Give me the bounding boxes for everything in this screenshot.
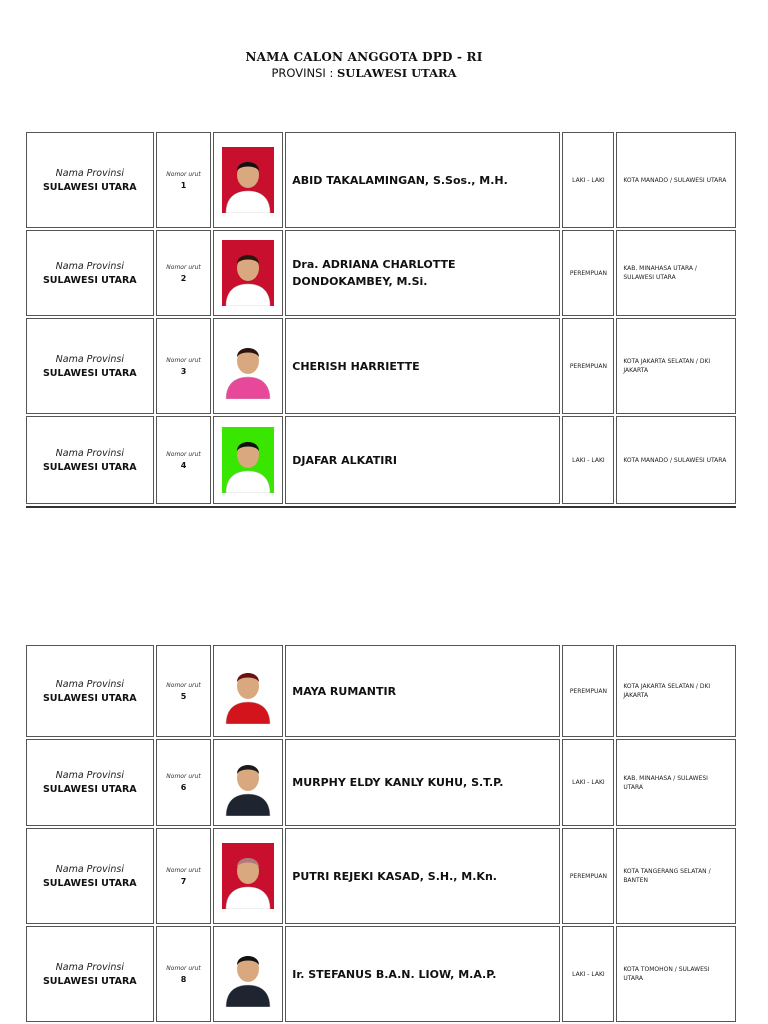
province-value: SULAWESI UTARA [42,784,137,795]
portrait-icon [222,427,274,493]
name-cell [285,416,560,504]
province-label: Nama Provinsi [55,961,124,973]
gender-cell [562,645,614,737]
table-row [26,926,736,1022]
region-cell [616,318,736,414]
name-cell [285,132,560,228]
photo-cell [213,318,283,414]
candidate-photo [222,147,274,213]
name-cell [285,318,560,414]
number-value: 5 [180,691,187,701]
region-cell [616,132,736,228]
photo-cell [213,230,283,316]
province-label: Nama Provinsi [55,447,124,459]
province-label: Nama Provinsi [55,260,124,272]
number-label: Nomor urut [166,866,201,874]
candidate-region: KOTA JAKARTA SELATAN / DKI JAKARTA [623,358,711,374]
table-row [26,416,736,504]
number-label: Nomor urut [166,450,201,458]
region-cell [616,739,736,826]
province-cell [26,739,154,826]
candidate-photo [222,750,274,816]
portrait-icon [222,333,274,399]
candidate-name: DJAFAR ALKATIRI [292,453,397,467]
province-cell [26,645,154,737]
name-cell [285,645,560,737]
number-cell [156,645,212,737]
number-value: 2 [180,273,187,283]
portrait-icon [222,147,274,213]
region-cell [616,926,736,1022]
candidate-name: MURPHY ELDY KANLY KUHU, S.T.P. [292,776,504,789]
province-value: SULAWESI UTARA [42,274,137,286]
candidate-table-1 [26,132,736,504]
number-value: 6 [180,783,187,792]
number-value: 1 [180,180,187,190]
number-cell [156,926,212,1022]
region-cell [616,645,736,737]
province-cell [26,132,154,228]
province-value: SULAWESI UTARA [42,692,137,704]
number-label: Nomor urut [166,170,201,178]
table-row [26,318,736,414]
portrait-icon [222,843,274,909]
candidate-gender: PEREMPUAN [569,362,607,370]
candidate-photo [222,658,274,724]
number-value: 8 [180,974,187,984]
province-label: Nama Provinsi [55,353,124,365]
region-cell [616,230,736,316]
candidate-region: KOTA JAKARTA SELATAN / DKI JAKARTA [623,683,711,699]
province-label: Nama Provinsi [55,678,124,690]
province-cell [26,416,154,504]
name-cell [285,230,560,316]
region-cell [616,828,736,924]
candidate-region: KAB. MINAHASA UTARA / SULAWESI UTARA [623,265,697,281]
candidate-name: ABID TAKALAMINGAN, S.Sos., M.H. [292,173,508,187]
candidate-gender: LAKI - LAKI [572,456,605,464]
candidate-region: KOTA MANADO / SULAWESI UTARA [623,176,727,184]
document-title: NAMA CALON ANGGOTA DPD - RI [245,50,483,64]
gender-cell [562,416,614,504]
candidate-region: KAB. MINAHASA / SULAWESI UTARA [623,774,708,791]
province-value: SULAWESI UTARA [42,181,137,193]
candidate-photo [222,333,274,399]
candidate-name: MAYA RUMANTIR [292,684,397,698]
portrait-icon [222,240,274,306]
portrait-icon [222,750,274,816]
province-heading [0,66,728,80]
candidate-photo [222,941,274,1007]
number-label: Nomor urut [166,681,201,689]
candidate-table-2 [26,645,736,1022]
candidate-gender: LAKI - LAKI [572,970,605,978]
candidate-gender: LAKI - LAKI [572,176,605,184]
photo-cell [213,828,283,924]
photo-cell [213,739,283,826]
portrait-icon [222,941,274,1007]
province-value: SULAWESI UTARA [42,461,137,473]
province-cell [26,828,154,924]
candidate-gender: PEREMPUAN [569,872,607,880]
table-row [26,132,736,228]
candidate-region: KOTA TOMOHON / SULAWESI UTARA [623,966,710,982]
province-cell [26,230,154,316]
province-value: SULAWESI UTARA [42,367,137,379]
province-cell [26,926,154,1022]
gender-cell [562,132,614,228]
candidate-region: KOTA MANADO / SULAWESI UTARA [623,456,727,464]
photo-cell [213,645,283,737]
number-cell [156,132,212,228]
number-cell [156,416,212,504]
number-label: Nomor urut [166,964,201,972]
photo-cell [213,132,283,228]
number-label: Nomor urut [166,263,201,271]
gender-cell [562,230,614,316]
document-header [0,50,728,80]
province-label: Nama Provinsi [55,167,124,179]
province-prefix: PROVINSI : [271,66,334,80]
candidate-name: CHERISH HARRIETTE [292,359,420,373]
name-cell [285,739,560,826]
candidate-region: KOTA TANGERANG SELATAN / BANTEN [623,868,711,884]
candidate-photo [222,843,274,909]
photo-cell [213,416,283,504]
photo-cell [213,926,283,1022]
province-label: Nama Provinsi [55,770,124,781]
candidate-gender: LAKI - LAKI [572,779,605,786]
table-row [26,645,736,737]
portrait-icon [222,658,274,724]
number-label: Nomor urut [166,773,201,780]
name-cell [285,926,560,1022]
number-value: 4 [180,460,187,470]
province-name: SULAWESI UTARA [337,66,457,80]
candidate-gender: PEREMPUAN [569,687,607,695]
candidate-name: Dra. ADRIANA CHARLOTTE DONDOKAMBEY, M.Si. [292,258,456,288]
candidate-name: Ir. STEFANUS B.A.N. LIOW, M.A.P. [292,967,497,981]
number-value: 3 [180,366,187,376]
table-row [26,230,736,316]
number-cell [156,230,212,316]
province-label: Nama Provinsi [55,863,124,875]
gender-cell [562,828,614,924]
number-value: 7 [180,876,187,886]
name-cell [285,828,560,924]
candidate-photo [222,427,274,493]
number-label: Nomor urut [166,356,201,364]
number-cell [156,318,212,414]
province-value: SULAWESI UTARA [42,975,137,987]
gender-cell [562,926,614,1022]
region-cell [616,416,736,504]
province-value: SULAWESI UTARA [42,877,137,889]
number-cell [156,739,212,826]
candidate-gender: PEREMPUAN [569,269,607,277]
table-bottom-rule [26,506,736,508]
gender-cell [562,739,614,826]
gender-cell [562,318,614,414]
province-cell [26,318,154,414]
number-cell [156,828,212,924]
candidate-photo [222,240,274,306]
table-row [26,739,736,826]
candidate-name: PUTRI REJEKI KASAD, S.H., M.Kn. [292,869,497,883]
table-row [26,828,736,924]
